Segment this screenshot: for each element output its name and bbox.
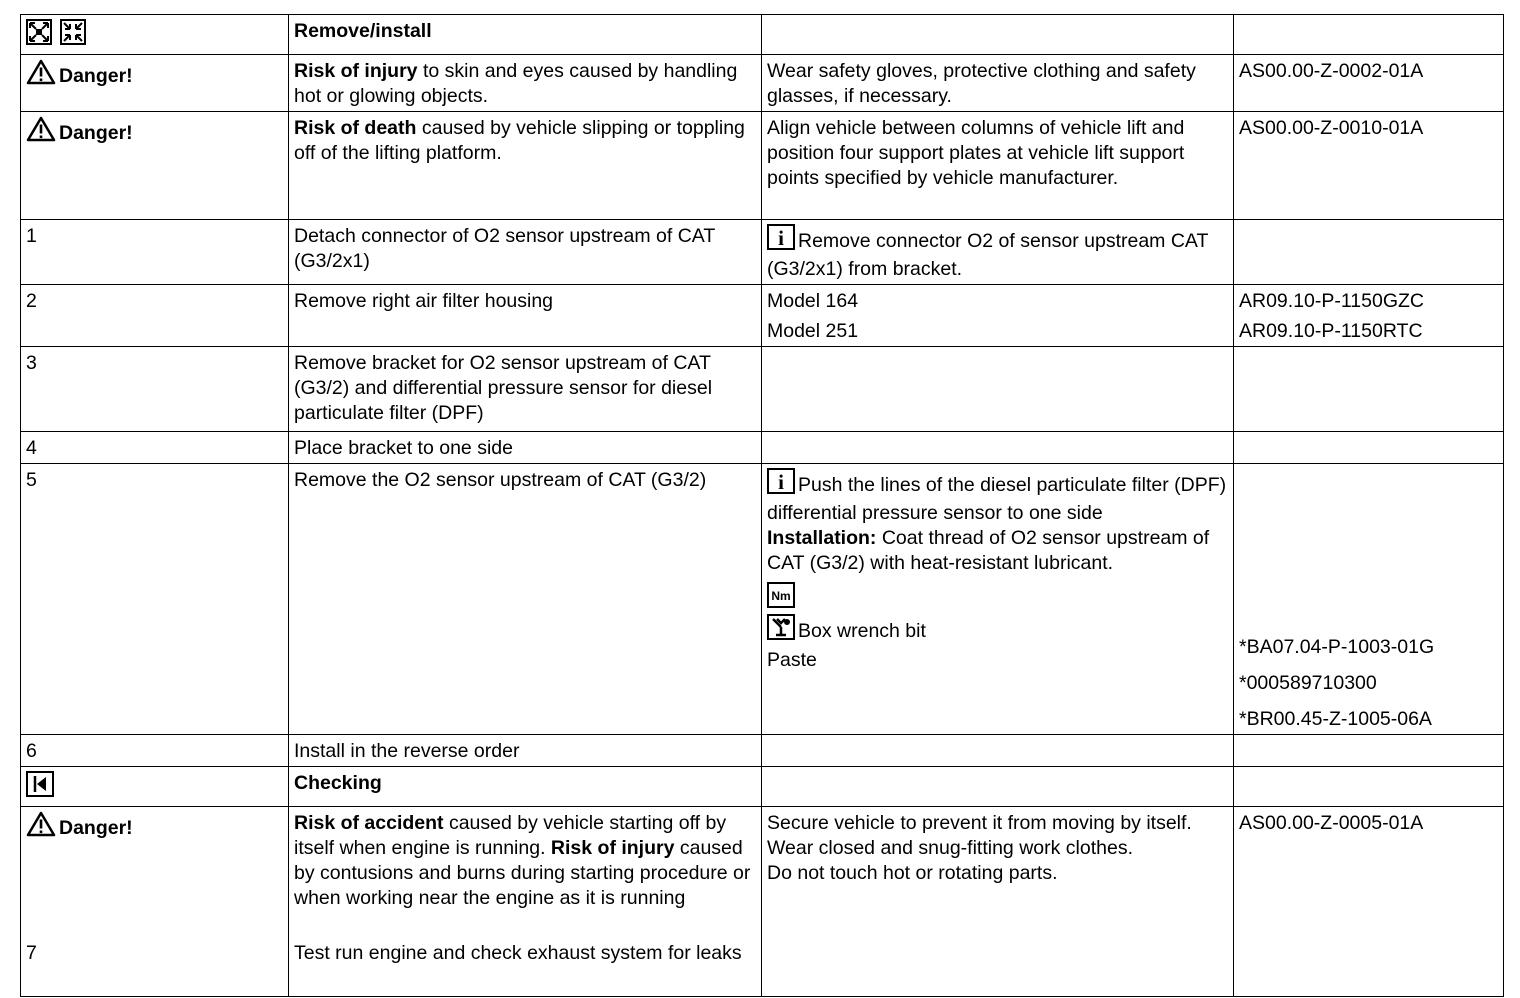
danger-row-3 [21, 807, 1504, 997]
step-description: Remove right air filter housing [294, 290, 554, 312]
step-row-4 [21, 432, 1504, 464]
step-description: Test run engine and check exhaust system for leaks [294, 942, 742, 964]
risk-title: Risk of death [294, 117, 417, 139]
installation-text: Coat thread of O2 sensor upstream of CAT (G3/2) with heat-resistant lubricant. [767, 527, 1210, 574]
collapse-icon [60, 19, 86, 52]
step-description: Install in the reverse order [294, 740, 520, 762]
reference-link[interactable]: *000589710300 [1239, 672, 1377, 694]
risk-title: Risk of accident [294, 812, 444, 834]
tool-label: Box wrench bit [798, 620, 926, 642]
step-row-6 [21, 735, 1504, 767]
checking-flag-icon [26, 771, 54, 804]
danger-label: Danger! [59, 817, 133, 839]
header-row [21, 15, 1504, 55]
danger-row-2 [21, 112, 1504, 220]
torque-icon [767, 582, 795, 615]
step-number: 7 [26, 942, 37, 964]
safety-action: Align vehicle between columns of vehicle lift and position four support plates at vehicle lift support points specified by vehicle manufacturer. [767, 117, 1185, 189]
safety-action: Secure vehicle to prevent it from moving by itself. [767, 812, 1192, 834]
reference-link[interactable]: AR09.10-P-1150RTC [1239, 320, 1423, 342]
risk-title: Risk of injury [550, 837, 675, 859]
step-row-2 [21, 285, 1504, 347]
step-number: 5 [26, 469, 37, 491]
info-icon [767, 468, 795, 501]
risk-title: Risk of injury [294, 60, 418, 82]
step-number: 3 [26, 352, 37, 374]
svg-text:i: i [778, 226, 784, 250]
info-icon [767, 224, 795, 257]
step-row-3 [21, 347, 1504, 432]
step-description: Remove bracket for O2 sensor upstream of CAT (G3/2) and differential pressure sensor for diesel particulate filter (DPF) [294, 352, 713, 424]
installation-label: Installation: [767, 527, 877, 549]
step-note: Remove connector O2 of sensor upstream CAT (G3/2x1) from bracket. [767, 230, 1209, 280]
risk-text: caused by vehicle slipping or toppling off of the lifting platform. [294, 117, 745, 164]
safety-action: Do not touch hot or rotating parts. [767, 862, 1058, 884]
reference-link[interactable]: AR09.10-P-1150GZC [1239, 290, 1424, 312]
risk-text: caused by contusions and burns during starting procedure or when working near the engine as it is running [294, 837, 751, 909]
reference-link[interactable]: AS00.00-Z-0010-01A [1239, 117, 1424, 139]
reference-link[interactable]: *BA07.04-P-1003-01G [1239, 636, 1435, 658]
danger-row-1 [21, 55, 1504, 112]
svg-text:i: i [778, 470, 784, 494]
step-number: 6 [26, 740, 37, 762]
checking-row [21, 767, 1504, 807]
expand-icon [26, 19, 52, 52]
step-number: 4 [26, 437, 37, 459]
danger-label: Danger! [59, 122, 133, 144]
warning-triangle-icon [26, 811, 56, 844]
model-label: Model 251 [767, 320, 859, 342]
danger-label: Danger! [59, 65, 133, 87]
warning-triangle-icon [26, 59, 56, 92]
header-icons-cell [21, 15, 289, 55]
step-row-1 [21, 220, 1504, 285]
risk-text: to skin and eyes caused by handling hot or glowing objects. [294, 60, 738, 107]
procedure-table [20, 14, 1504, 997]
svg-text:Nm: Nm [771, 589, 791, 603]
paste-label: Paste [767, 649, 817, 671]
safety-action: Wear closed and snug-fitting work clothes. [767, 837, 1133, 859]
model-label: Model 164 [767, 290, 859, 312]
reference-link[interactable]: *BR00.45-Z-1005-06A [1239, 708, 1432, 730]
section-title-checking: Checking [294, 772, 382, 794]
step-number: 2 [26, 290, 37, 312]
step-number: 1 [26, 225, 37, 247]
step-row-5 [21, 464, 1504, 735]
warning-triangle-icon [26, 116, 56, 149]
reference-link[interactable]: AS00.00-Z-0002-01A [1239, 60, 1424, 82]
tool-icon [767, 614, 795, 647]
section-title-remove-install: Remove/install [294, 20, 432, 42]
step-description: Detach connector of O2 sensor upstream of CAT (G3/2x1) [294, 225, 715, 272]
reference-link[interactable]: AS00.00-Z-0005-01A [1239, 812, 1424, 834]
step-note: Push the lines of the diesel particulate filter (DPF) differential pressure sensor to one side [767, 474, 1227, 524]
risk-text: caused by vehicle starting off by itself when engine is running. [294, 812, 727, 859]
safety-action: Wear safety gloves, protective clothing and safety glasses, if necessary. [767, 60, 1196, 107]
step-description: Place bracket to one side [294, 437, 513, 459]
step-description: Remove the O2 sensor upstream of CAT (G3/2) [294, 469, 707, 491]
